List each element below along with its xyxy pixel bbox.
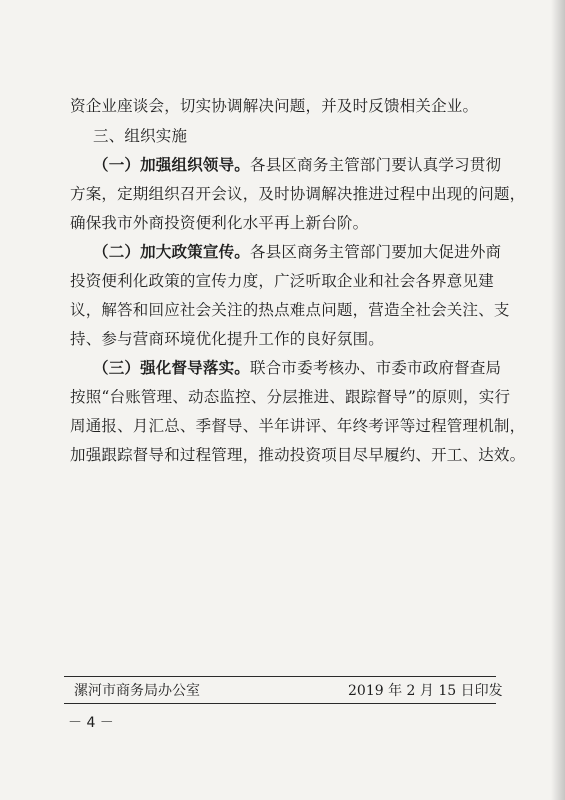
body-line: 持、参与营商环境优化提升工作的良好氛围。 [70, 330, 385, 348]
paragraph-2-title: （二）加大政策宣传。 [93, 242, 251, 261]
footer-top-rule [64, 676, 496, 677]
body-line: 周通报、月汇总、季督导、半年讲评、年终考评等过程管理机制， [70, 417, 526, 435]
scan-shadow [551, 0, 565, 800]
body-line: 按照“台账管理、动态监控、分层推进、跟踪督导”的原则，实行 [70, 388, 511, 406]
section-heading: 三、组织实施 [93, 127, 188, 145]
body-line: 确保我市外商投资便利化水平再上新台阶。 [70, 214, 369, 232]
paragraph-3-line [93, 358, 518, 378]
paragraph-1-title: （一）加强组织领导。 [93, 155, 251, 174]
body-line: 议，解答和回应社会关注的热点难点问题，营造全社会关注、支 [70, 301, 510, 319]
body-line: 方案，定期组织召开会议，及时协调解决推进过程中出现的问题， [70, 185, 526, 203]
body-line: 加强跟踪督导和过程管理，推动投资项目尽早履约、开工、达效。 [70, 446, 526, 464]
page-number: － 4 － [68, 715, 114, 731]
body-line: 资企业座谈会，切实协调解决问题，并及时反馈相关企业。 [70, 97, 479, 115]
issuing-office: 漯河市商务局办公室 [74, 683, 200, 699]
paragraph-3-title: （三）强化督导落实。 [93, 358, 251, 377]
paragraph-2-line [93, 242, 518, 262]
paragraph-1-text: 各县区商务主管部门要认真学习贯彻 [250, 156, 502, 174]
paragraph-3-text: 联合市委考核办、市委市政府督查局 [250, 359, 502, 377]
issue-date: 2019 年 2 月 15 日印发 [348, 683, 503, 699]
paragraph-2-text: 各县区商务主管部门要加大促进外商 [250, 243, 502, 261]
paragraph-1-line [93, 155, 518, 175]
footer-bottom-rule [64, 703, 496, 704]
body-line: 投资便利化政策的宣传力度，广泛听取企业和社会各界意见建 [70, 272, 494, 290]
